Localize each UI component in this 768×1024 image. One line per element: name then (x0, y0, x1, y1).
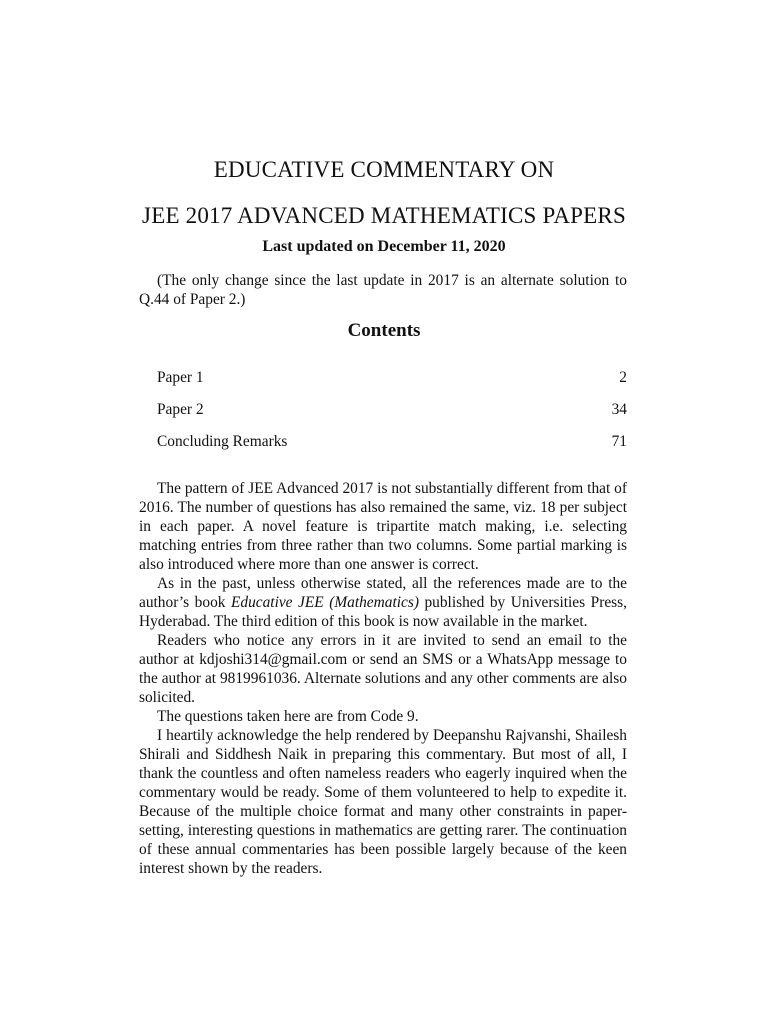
toc-entry-page: 34 (611, 401, 627, 418)
document-title-line-2: JEE 2017 ADVANCED MATHEMATICS PAPERS (142, 203, 626, 228)
toc-entry-label: Paper 1 (157, 369, 204, 386)
toc-entry-label: Paper 2 (157, 401, 204, 418)
paragraph-references (139, 574, 627, 631)
update-note: (The only change since the last update in 2017 is an alternate solution to Q.44 of Paper 2.) (139, 272, 627, 308)
last-updated-date: Last updated on December 11, 2020 (262, 238, 506, 255)
toc-entry-concluding-remarks[interactable] (157, 433, 627, 451)
paragraph-text: As in the past, unless otherwise stated, all the references made are to the author’s book (139, 575, 627, 611)
introduction-body (139, 479, 627, 878)
toc-entry-page: 2 (619, 369, 627, 386)
toc-entry-page: 71 (611, 433, 627, 450)
paragraph-acknowledgement: I heartily acknowledge the help rendered by Deepanshu Rajvanshi, Shailesh Shirali and Siddhesh Naik in preparing this commentary. But most of all, I thank the countless and often nameless readers who eagerly inquired when the commentary would be ready. Some of them volunteered to help to expedite it. Because of the multiple choice format and many other constraints in paper-setting, interesting questions in mathematics are getting rarer. The continuation of these annual commentaries has been possible largely because of the keen interest shown by the readers. (139, 727, 627, 877)
paragraph-pattern: The pattern of JEE Advanced 2017 is not substantially different from that of 2016. The number of questions has also remained the same, viz. 18 per subject in each paper. A novel feature is tripartite match making, i.e. selecting matching entries from three rather than two columns. Some partial marking is also introduced where more than one answer is correct. (139, 480, 627, 573)
paragraph-text: published by Universities Press, Hyderabad. The third edition of this book is now available in the market. (139, 594, 627, 630)
paragraph-code: The questions taken here are from Code 9. (157, 708, 419, 725)
contents-heading: Contents (347, 320, 421, 341)
document-title-line-1: EDUCATIVE COMMENTARY ON (213, 157, 555, 182)
toc-entry-label: Concluding Remarks (157, 433, 288, 450)
toc-entry-paper-2[interactable] (157, 401, 627, 419)
book-title: Educative JEE (Mathematics) (230, 594, 419, 611)
paragraph-contact: Readers who notice any errors in it are invited to send an email to the author at kdjoshi314@gmail.com or send an SMS or a WhatsApp message to the author at 9819961036. Alternate solutions and any other comments are also solicited. (139, 632, 627, 706)
toc-entry-paper-1[interactable] (157, 369, 627, 387)
